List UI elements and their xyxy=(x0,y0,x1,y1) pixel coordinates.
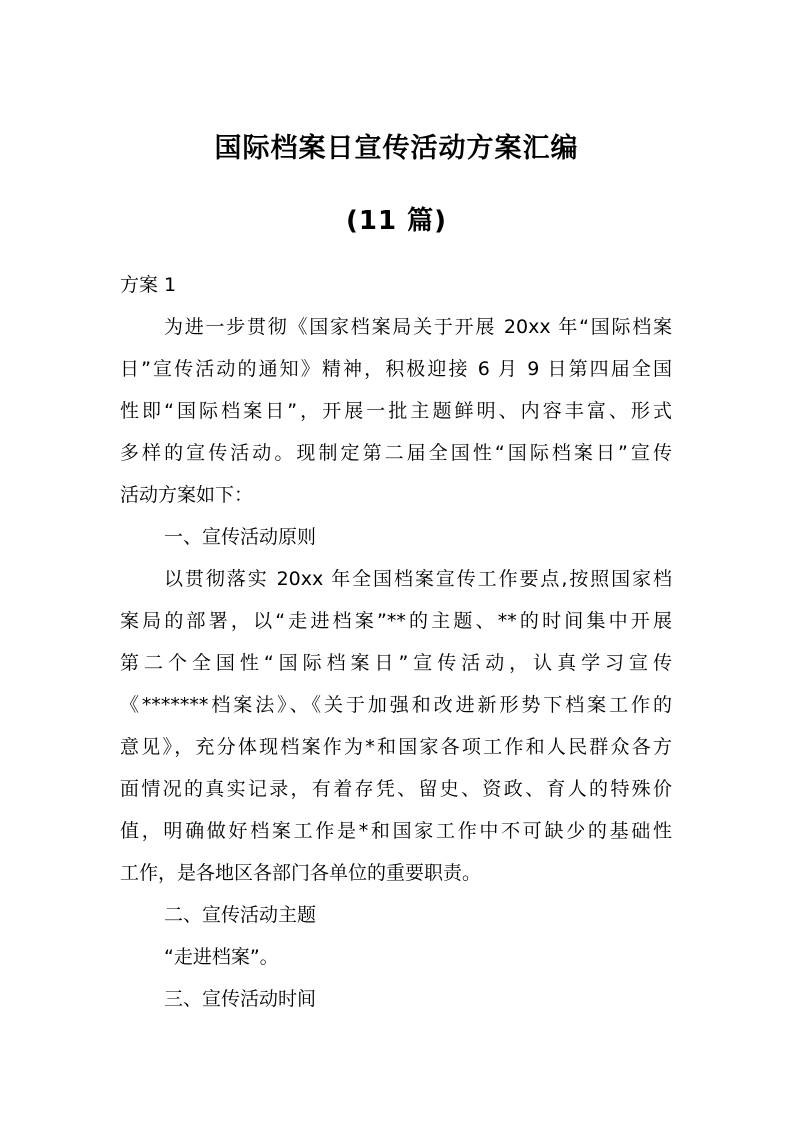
document-subtitle: (11 篇) xyxy=(346,206,447,236)
paragraph-line: 值，明确做好档案工作是*和国家工作中不可缺少的基础性 xyxy=(120,820,672,842)
document-title: 国际档案日宣传活动方案汇编 xyxy=(214,133,579,164)
paragraph-line: 案局的部署，以“走进档案”**的主题、**的时间集中开展 xyxy=(120,610,672,632)
section-heading-principles: 一、宣传活动原则 xyxy=(164,526,317,548)
paragraph-line: 多样的宣传活动。现制定第二届全国性“国际档案日”宣传 xyxy=(120,442,672,464)
paragraph-line: 为进一步贯彻《国家档案局关于开展 20xx 年“国际档案 xyxy=(164,316,672,338)
paragraph-line: 以贯彻落实 20xx 年全国档案宣传工作要点,按照国家档 xyxy=(164,568,672,590)
paragraph-line: 意见》，充分体现档案作为*和国家各项工作和人民群众各方 xyxy=(120,736,672,758)
paragraph-line: 第二个全国性“国际档案日”宣传活动，认真学习宣传 xyxy=(120,652,672,674)
paragraph-line: 性即“国际档案日”，开展一批主题鲜明、内容丰富、形式 xyxy=(120,400,672,422)
paragraph-line: 活动方案如下： xyxy=(120,484,254,506)
theme-text: “走进档案”。 xyxy=(164,946,279,968)
paragraph-line: 工作，是各地区各部门各单位的重要职责。 xyxy=(120,862,482,884)
paragraph-line: 《*******档案法》、《关于加强和改进新形势下档案工作的 xyxy=(120,694,672,716)
paragraph-line: 日”宣传活动的通知》精神，积极迎接 6 月 9 日第四届全国 xyxy=(120,358,672,380)
paragraph-line: 面情况的真实记录，有着存凭、留史、资政、育人的特殊价 xyxy=(120,778,672,800)
section-heading-time: 三、宣传活动时间 xyxy=(164,988,317,1010)
section-heading-theme: 二、宣传活动主题 xyxy=(164,904,317,926)
section-label-plan-1: 方案 1 xyxy=(120,274,177,296)
